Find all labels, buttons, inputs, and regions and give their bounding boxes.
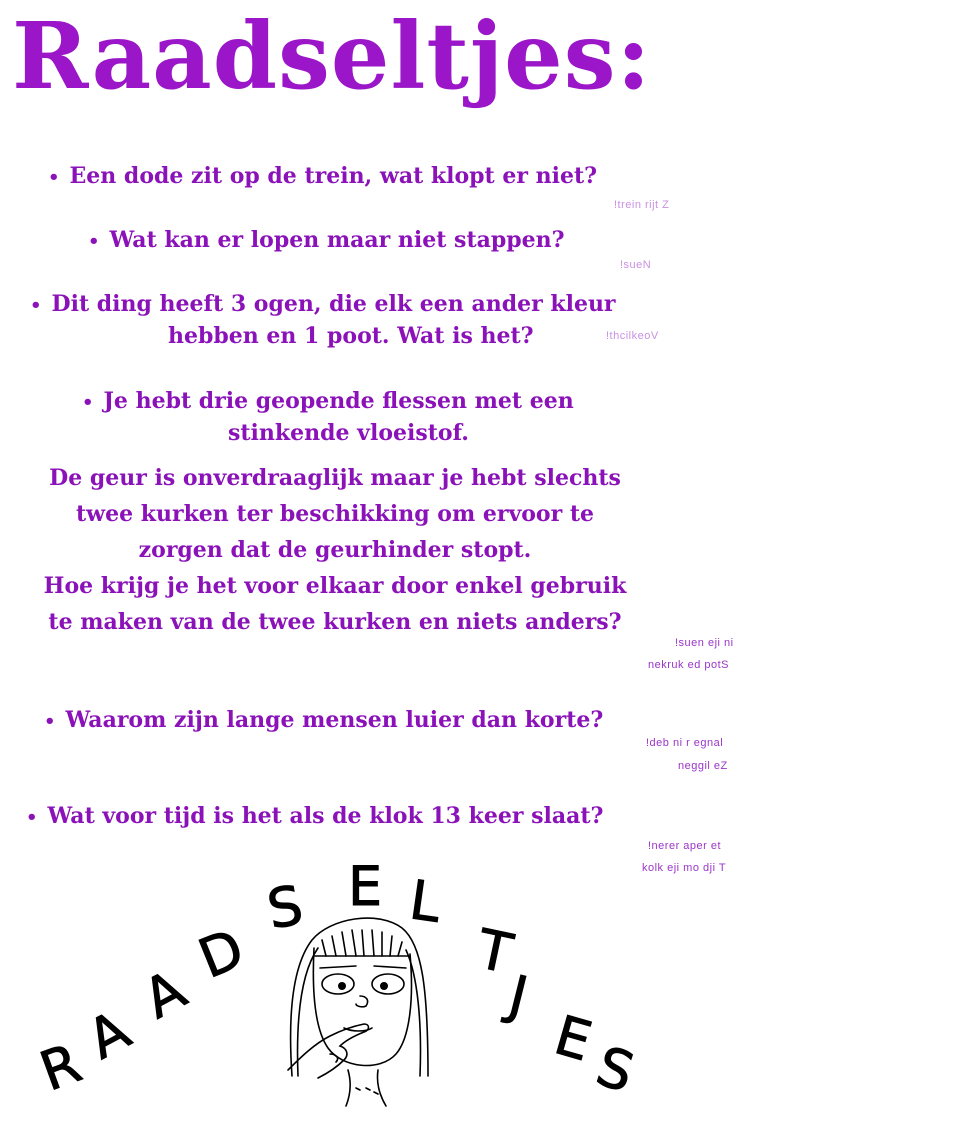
riddle-3-question-line2: hebben en 1 poot. Wat is het? [168,323,534,349]
riddle-4-question-line2: stinkende vloeistof. [228,420,469,446]
eye [372,974,404,994]
riddle-6 [26,800,603,834]
hand [288,1024,369,1078]
drawing-letter: R [32,1031,89,1104]
pupil [338,982,346,990]
bullet-icon: • [48,167,60,188]
paragraph-line: te maken van de twee kurken en niets anders? [48,609,622,635]
riddle-6-question: Wat voor tijd is het als de klok 13 keer slaat? [47,803,604,829]
riddle-6-answer-line1: !nerer aper et [648,840,722,852]
riddle-5 [44,704,603,738]
riddle-4-answer-line1: !suen eji ni [675,637,734,649]
hair-outline [291,918,428,1076]
riddle-2-answer: !sueN [620,259,652,271]
riddle-3 [30,288,616,322]
bullet-icon: • [88,231,100,252]
paragraph-line: Hoe krijg je het voor elkaar door enkel gebruik [43,573,627,599]
riddle-6-answer-line2: kolk eji mo dji T [642,862,727,874]
riddle-4-line2 [228,417,469,449]
collar [356,1088,378,1094]
page-title: Raadseltjes: [12,2,652,110]
eyebrow [320,966,406,968]
thinking-face-illustration [30,848,650,1118]
drawing-letter: E [348,855,383,918]
drawing-letter: T [472,917,518,986]
riddle-1 [48,160,597,194]
riddle-2 [88,224,565,258]
eye [322,974,354,994]
riddle-4-paragraph [10,460,660,640]
nose [356,996,368,1007]
riddle-1-answer: !trein rijt Z [614,199,670,211]
drawing-letter: D [190,916,253,991]
drawing-letter: A [77,998,140,1072]
riddle-5-answer-line2: neggil eZ [678,760,728,772]
bullet-icon: • [30,295,42,316]
bullet-icon: • [44,711,56,732]
paragraph-line: twee kurken ter beschikking om ervoor te [75,501,595,527]
bullet-icon: • [26,807,38,828]
riddle-3-line2 [168,320,534,352]
riddle-5-question: Waarom zijn lange mensen luier dan korte? [65,707,604,733]
riddle-5-answer-line1: !deb ni r egnal [646,737,724,749]
drawing-letter: E [547,1003,599,1074]
paragraph-line: De geur is onverdraaglijk maar je hebt slechts [49,465,621,491]
hair-inner-line [406,950,420,1076]
riddle-2-question: Wat kan er lopen maar niet stappen? [109,227,565,253]
paragraph-line: zorgen dat de geurhinder stopt. [138,537,532,563]
riddle-4 [82,385,574,419]
drawing-letter: S [589,1034,642,1105]
drawing-letter: S [262,873,308,942]
drawing-letter: L [405,868,445,935]
riddle-4-question-line1: Je hebt drie geopende flessen met een [103,388,574,414]
drawing-letter: A [133,957,196,1031]
riddle-4-answer-line2: nekruk ed potS [648,659,729,671]
bullet-icon: • [82,392,94,413]
hand-finger-line [330,1054,338,1062]
riddle-1-question: Een dode zit op de trein, wat klopt er niet? [69,163,598,189]
pupil [380,982,388,990]
riddle-3-answer: !thcilkeoV [606,330,659,342]
riddle-3-question-line1: Dit ding heeft 3 ogen, die elk een ander kleur [51,291,616,317]
drawing-letter: J [502,963,534,1029]
bangs [322,930,402,956]
